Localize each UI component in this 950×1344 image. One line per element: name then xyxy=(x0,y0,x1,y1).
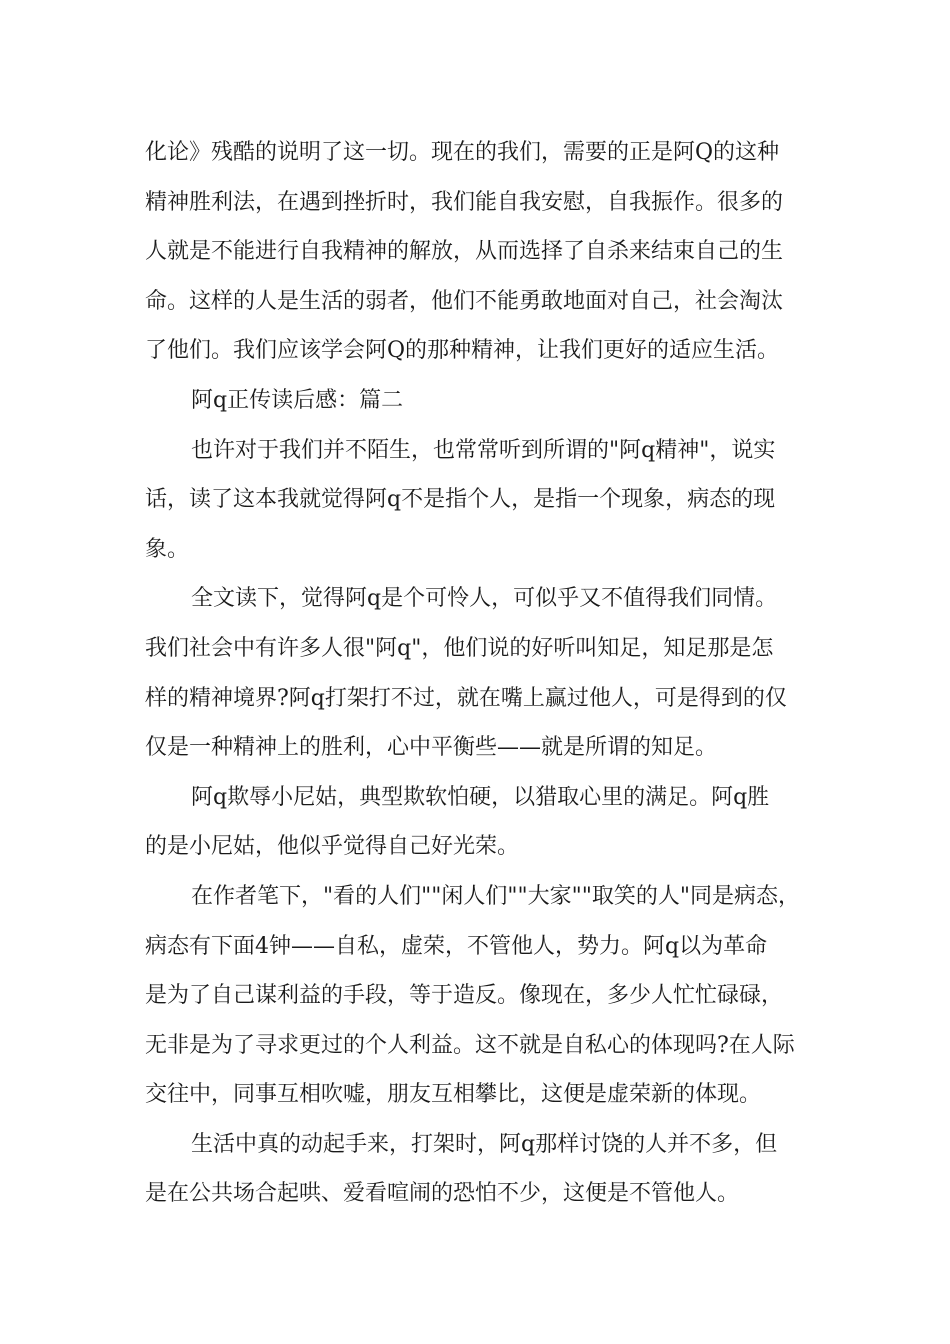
text-line: 是在公共场合起哄、爱看喧闹的恐怕不少，这便是不管他人。 xyxy=(145,1181,740,1207)
text-line: 生活中真的动起手来，打架时，阿q那样讨饶的人并不多，但 xyxy=(191,1131,778,1157)
text-line: 病态有下面4钟——自私，虚荣，不管他人，势力。阿q以为革命 xyxy=(145,933,768,959)
text-line: 是为了自己谋利益的手段，等于造反。像现在，多少人忙忙碌碌， xyxy=(145,983,784,1009)
text-line: 话，读了这本我就觉得阿q不是指个人，是指一个现象，病态的现 xyxy=(145,487,776,513)
text-line: 命。这样的人是生活的弱者，他们不能勇敢地面对自己，社会淘汰 xyxy=(145,288,784,314)
text-line: 在作者笔下，"看的人们""闲人们""大家""取笑的人"同是病态， xyxy=(191,883,800,909)
text-line: 仅是一种精神上的胜利，心中平衡些——就是所谓的知足。 xyxy=(145,735,718,761)
text-line: 阿q欺辱小尼姑，典型欺软怕硬，以猎取心里的满足。阿q胜 xyxy=(191,784,770,810)
text-line: 精神胜利法，在遇到挫折时，我们能自我安慰，自我振作。很多的 xyxy=(145,189,784,215)
text-line: 全文读下，觉得阿q是个可怜人，可似乎又不值得我们同情。 xyxy=(191,586,778,612)
text-line: 样的精神境界?阿q打架打不过，就在嘴上赢过他人，可是得到的仅 xyxy=(145,685,787,711)
document-page xyxy=(145,128,821,1219)
text-line: 象。 xyxy=(145,536,190,562)
text-line: 我们社会中有许多人很"阿q"，他们说的好听叫知足，知足那是怎 xyxy=(145,635,774,661)
text-line: 了他们。我们应该学会阿Q的那种精神，让我们更好的适应生活。 xyxy=(145,338,780,364)
text-line: 人就是不能进行自我精神的解放，从而选择了自杀来结束自己的生 xyxy=(145,239,784,265)
text-line: 化论》残酷的说明了这一切。现在的我们，需要的正是阿Q的这种 xyxy=(145,140,780,165)
section-heading: 阿q正传读后感：篇二 xyxy=(191,387,404,413)
text-line: 无非是为了寻求更过的个人利益。这不就是自私心的体现吗?在人际 xyxy=(145,1032,795,1058)
text-line: 交往中，同事互相吹嘘，朋友互相攀比，这便是虚荣新的体现。 xyxy=(145,1082,762,1108)
text-line: 的是小尼姑，他似乎觉得自己好光荣。 xyxy=(145,834,520,860)
text-line: 也许对于我们并不陌生，也常常听到所谓的"阿q精神"，说实 xyxy=(191,437,776,463)
